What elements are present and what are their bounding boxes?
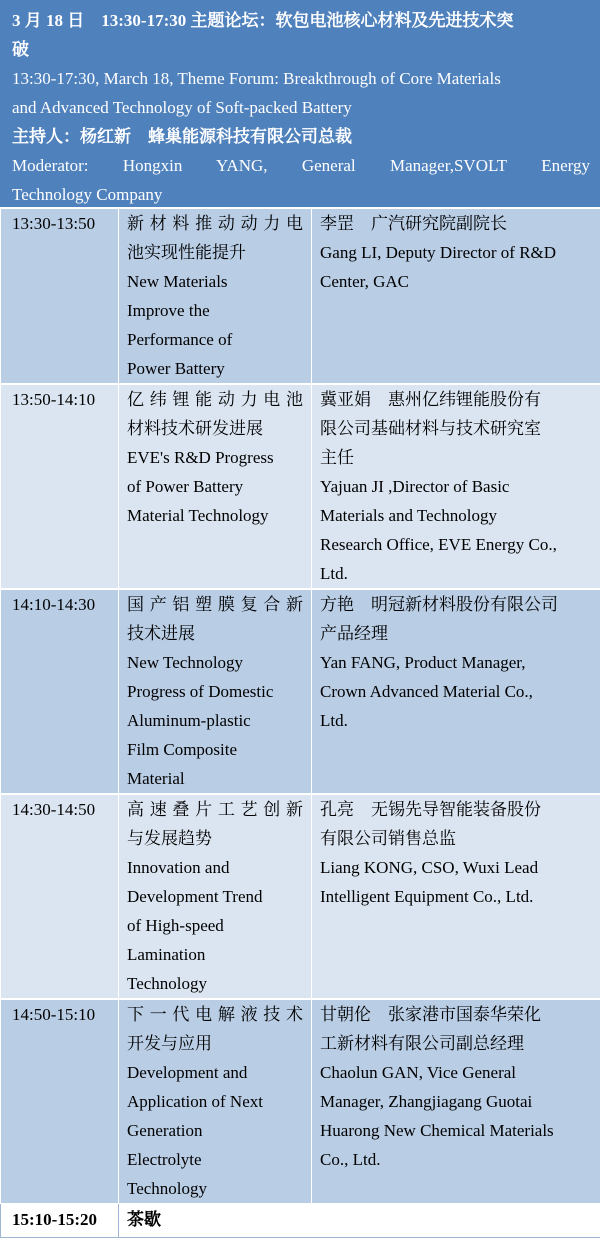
topic-en-line: Lamination [127, 940, 303, 969]
break-time: 15:10-15:20 [1, 1204, 119, 1238]
speaker-line: Liang KONG, CSO, Wuxi Lead [320, 853, 592, 882]
speaker-line: Yajuan JI ,Director of Basic [320, 472, 592, 501]
agenda-body [1, 208, 600, 1238]
session-speaker [312, 208, 600, 384]
speaker-line: Gang LI, Deputy Director of R&D [320, 238, 592, 267]
topic-en-line: of Power Battery [127, 472, 303, 501]
speaker-line: Manager, Zhangjiagang Guotai [320, 1087, 592, 1116]
topic-en-line: Power Battery [127, 354, 303, 383]
topic-cn-line: 开发与应用 [127, 1029, 303, 1058]
speaker-line: Huarong New Chemical Materials [320, 1116, 592, 1145]
topic-cn-line: 新材料推动动力电 [127, 209, 303, 238]
topic-en-line: Innovation and [127, 853, 303, 882]
session-time: 13:30-13:50 [1, 208, 119, 384]
topic-cn-line: 材料技术研发进展 [127, 414, 303, 443]
topic-cn-line: 下一代电解液技术 [127, 1000, 303, 1029]
topic-en-line: Technology [127, 969, 303, 998]
moderator-en-line1: Moderator: Hongxin YANG, General Manager,SVOLT Energy [12, 151, 590, 180]
forum-header [0, 0, 600, 207]
speaker-line: Intelligent Equipment Co., Ltd. [320, 882, 592, 911]
topic-en-line: Generation [127, 1116, 303, 1145]
speaker-line: 有限公司销售总监 [320, 824, 592, 853]
topic-cn-line: 池实现性能提升 [127, 238, 303, 267]
speaker-line: 甘朝伦 张家港市国泰华荣化 [320, 1000, 592, 1029]
speaker-line: 限公司基础材料与技术研究室 [320, 414, 592, 443]
speaker-line: Ltd. [320, 706, 592, 735]
session-topic [119, 208, 312, 384]
topic-cn-line: 高速叠片工艺创新 [127, 795, 303, 824]
forum-title-en-line1: 13:30-17:30, March 18, Theme Forum: Breakthrough of Core Materials [12, 64, 590, 93]
speaker-line: 工新材料有限公司副总经理 [320, 1029, 592, 1058]
topic-cn-line: 国产铝塑膜复合新 [127, 590, 303, 619]
speaker-line: 方艳 明冠新材料股份有限公司 [320, 590, 592, 619]
topic-en-line: Technology [127, 1174, 303, 1203]
topic-en-line: New Materials [127, 267, 303, 296]
speaker-line: Co., Ltd. [320, 1145, 592, 1174]
topic-cn-line: 与发展趋势 [127, 824, 303, 853]
topic-en-line: of High-speed [127, 911, 303, 940]
topic-cn-line: 亿纬锂能动力电池 [127, 385, 303, 414]
session-speaker [312, 589, 600, 794]
agenda-table [0, 207, 600, 1238]
session-row [1, 384, 600, 589]
session-row [1, 589, 600, 794]
topic-en-line: Electrolyte [127, 1145, 303, 1174]
speaker-line: Crown Advanced Material Co., [320, 677, 592, 706]
session-time: 14:50-15:10 [1, 999, 119, 1204]
speaker-line: Research Office, EVE Energy Co., [320, 530, 592, 559]
speaker-line: 孔亮 无锡先导智能装备股份 [320, 795, 592, 824]
speaker-line: Yan FANG, Product Manager, [320, 648, 592, 677]
topic-en-line: EVE's R&D Progress [127, 443, 303, 472]
speaker-line: 冀亚娟 惠州亿纬锂能股份有 [320, 385, 592, 414]
session-time: 14:10-14:30 [1, 589, 119, 794]
speaker-line: Materials and Technology [320, 501, 592, 530]
topic-en-line: Application of Next [127, 1087, 303, 1116]
topic-en-line: Performance of [127, 325, 303, 354]
topic-en-line: New Technology [127, 648, 303, 677]
break-label: 茶歇 [119, 1204, 600, 1238]
session-speaker [312, 794, 600, 999]
speaker-line: Ltd. [320, 559, 592, 588]
forum-title-cn-line1: 3 月 18 日 13:30-17:30 主题论坛：软包电池核心材料及先进技术突 [12, 6, 590, 35]
topic-en-line: Development and [127, 1058, 303, 1087]
topic-en-line: Progress of Domestic [127, 677, 303, 706]
topic-en-line: Material Technology [127, 501, 303, 530]
forum-title-cn-line2: 破 [12, 35, 590, 64]
session-row [1, 208, 600, 384]
topic-en-line: Film Composite [127, 735, 303, 764]
session-topic [119, 999, 312, 1204]
session-time: 14:30-14:50 [1, 794, 119, 999]
session-time: 13:50-14:10 [1, 384, 119, 589]
session-topic [119, 794, 312, 999]
tea-break-row [1, 1204, 600, 1238]
session-topic [119, 384, 312, 589]
session-speaker [312, 384, 600, 589]
session-topic [119, 589, 312, 794]
session-speaker [312, 999, 600, 1204]
moderator-en-line2: Technology Company [12, 180, 590, 209]
session-row [1, 794, 600, 999]
topic-en-line: Aluminum-plastic [127, 706, 303, 735]
topic-en-line: Material [127, 764, 303, 793]
session-row [1, 999, 600, 1204]
speaker-line: Center, GAC [320, 267, 592, 296]
forum-title-en-line2: and Advanced Technology of Soft-packed Battery [12, 93, 590, 122]
moderator-cn: 主持人：杨红新 蜂巢能源科技有限公司总裁 [12, 122, 590, 151]
topic-en-line: Improve the [127, 296, 303, 325]
topic-en-line: Development Trend [127, 882, 303, 911]
speaker-line: 李罡 广汽研究院副院长 [320, 209, 592, 238]
topic-cn-line: 技术进展 [127, 619, 303, 648]
speaker-line: 主任 [320, 443, 592, 472]
speaker-line: Chaolun GAN, Vice General [320, 1058, 592, 1087]
speaker-line: 产品经理 [320, 619, 592, 648]
